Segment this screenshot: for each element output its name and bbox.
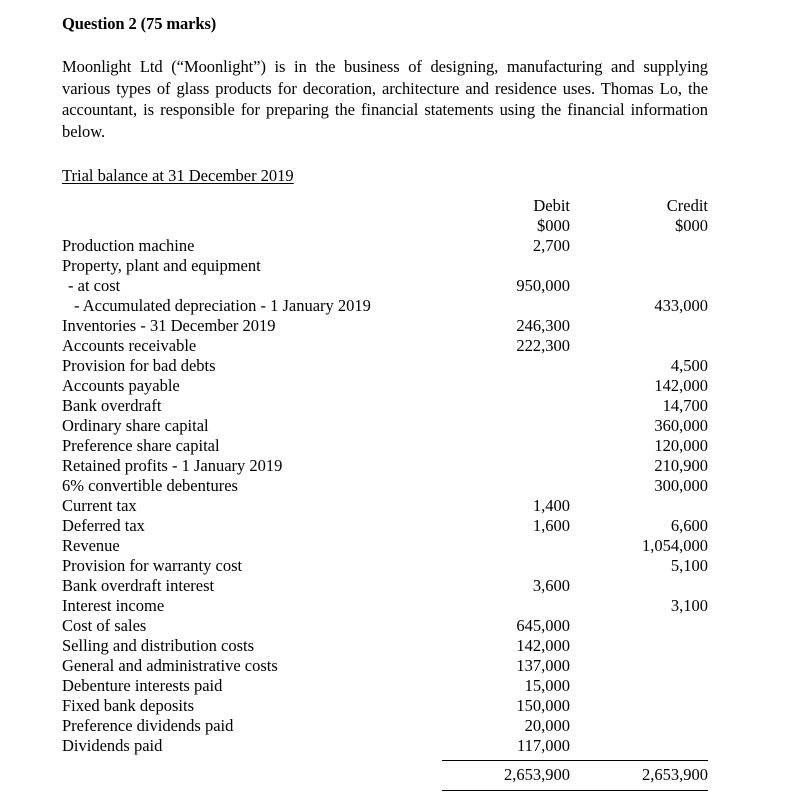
row-debit-value [442, 436, 570, 456]
row-debit-value: 117,000 [516, 736, 570, 755]
row-label: Production machine [62, 236, 195, 255]
row-gap [570, 336, 578, 356]
table-row [62, 576, 708, 596]
row-debit-value: 246,300 [516, 316, 570, 335]
row-label: Accounts receivable [62, 336, 197, 355]
row-label: Preference share capital [62, 436, 220, 455]
unit-gap [570, 216, 578, 236]
table-row [62, 736, 708, 756]
row-label: Preference dividends paid [62, 716, 234, 735]
table-row [62, 556, 708, 576]
trial-balance-table [62, 196, 708, 792]
table-row [62, 516, 708, 536]
row-debit-value [442, 376, 570, 396]
row-gap [570, 716, 578, 736]
table-row [62, 716, 708, 736]
row-label: Interest income [62, 596, 165, 615]
row-credit-value: 433,000 [654, 296, 708, 315]
row-gap [570, 436, 578, 456]
totals-bottom-rule-row [62, 787, 708, 792]
document-content [62, 14, 708, 792]
table-row [62, 376, 708, 396]
row-credit-value [578, 316, 708, 336]
row-debit-value [442, 556, 570, 576]
row-label: Deferred tax [62, 516, 145, 535]
row-debit-value [442, 476, 570, 496]
table-header-row [62, 196, 708, 216]
row-gap [570, 376, 578, 396]
table-row [62, 636, 708, 656]
row-label: General and administrative costs [62, 656, 278, 675]
trial-balance-heading: Trial balance at 31 December 2019 [62, 166, 294, 185]
row-debit-value: 2,700 [532, 236, 570, 255]
table-row [62, 536, 708, 556]
row-credit-value [578, 696, 708, 716]
row-gap [570, 516, 578, 536]
row-debit-value [442, 536, 570, 556]
table-row [62, 476, 708, 496]
row-gap [570, 536, 578, 556]
row-credit-value: 120,000 [654, 436, 708, 455]
row-label: Bank overdraft [62, 396, 162, 415]
totals-credit-value: 2,653,900 [642, 765, 708, 784]
row-debit-value [442, 256, 570, 276]
header-credit-unit: $000 [675, 216, 708, 235]
row-label: Selling and distribution costs [62, 636, 255, 655]
row-credit-value: 14,700 [662, 396, 708, 415]
trial-balance-heading-wrap [62, 166, 708, 196]
row-debit-value: 645,000 [516, 616, 570, 635]
row-gap [570, 656, 578, 676]
row-debit-value: 222,300 [516, 336, 570, 355]
table-row [62, 296, 708, 316]
row-credit-value [578, 616, 708, 636]
row-debit-value [442, 396, 570, 416]
row-credit-value [578, 736, 708, 756]
row-debit-value [442, 296, 570, 316]
row-debit-value: 3,600 [532, 576, 570, 595]
row-credit-value [578, 676, 708, 696]
row-credit-value [578, 256, 708, 276]
row-credit-value [578, 496, 708, 516]
row-gap [570, 636, 578, 656]
row-label: Revenue [62, 536, 120, 555]
row-debit-value: 20,000 [524, 716, 570, 735]
intro-paragraph: Moonlight Ltd (“Moonlight”) is in the business of designing, manufacturing and supplying various types of glass products for decoration, architecture and residence uses. Thomas Lo, the accountant, is responsible for preparing the financial statements using the financial information below. [62, 57, 708, 141]
table-row [62, 356, 708, 376]
row-gap [570, 416, 578, 436]
row-label: Cost of sales [62, 616, 147, 635]
row-gap [570, 696, 578, 716]
row-label: Dividends paid [62, 736, 163, 755]
row-label: Property, plant and equipment [62, 256, 261, 275]
row-debit-value [442, 596, 570, 616]
row-label-text: - at cost [68, 276, 121, 295]
row-label: Current tax [62, 496, 137, 515]
row-label: Retained profits - 1 January 2019 [62, 456, 283, 475]
totals-top-rule [442, 756, 708, 763]
row-label: Accounts payable [62, 376, 180, 395]
header-debit-unit: $000 [537, 216, 570, 235]
table-row [62, 436, 708, 456]
row-debit-value: 950,000 [516, 276, 570, 295]
row-label [62, 296, 442, 316]
row-gap [570, 736, 578, 756]
row-gap [570, 576, 578, 596]
row-label: Fixed bank deposits [62, 696, 194, 715]
totals-row [62, 763, 708, 787]
table-row [62, 456, 708, 476]
row-credit-value [578, 656, 708, 676]
row-credit-value [578, 236, 708, 256]
row-debit-value: 150,000 [516, 696, 570, 715]
totals-debit-value: 2,653,900 [504, 765, 570, 784]
row-label: Ordinary share capital [62, 416, 209, 435]
table-row [62, 276, 708, 296]
totals-rule-spacer [62, 756, 442, 763]
row-gap [570, 316, 578, 336]
row-label: Provision for bad debts [62, 356, 216, 375]
table-row [62, 236, 708, 256]
row-credit-value [578, 336, 708, 356]
table-unit-row [62, 216, 708, 236]
row-credit-value: 3,100 [670, 596, 708, 615]
table-row [62, 416, 708, 436]
totals-top-rule-row [62, 756, 708, 763]
row-label: 6% convertible debentures [62, 476, 238, 495]
totals-label [62, 763, 442, 787]
row-gap [570, 476, 578, 496]
header-credit: Credit [666, 196, 708, 215]
page-title: Question 2 (75 marks) [62, 14, 217, 33]
totals-gap [570, 763, 578, 787]
table-row [62, 596, 708, 616]
row-credit-value [578, 716, 708, 736]
row-credit-value: 360,000 [654, 416, 708, 435]
row-credit-value: 4,500 [670, 356, 708, 375]
table-row [62, 256, 708, 276]
row-label: Inventories - 31 December 2019 [62, 316, 276, 335]
table-row [62, 656, 708, 676]
row-gap [570, 276, 578, 296]
table-row [62, 396, 708, 416]
table-row [62, 616, 708, 636]
row-gap [570, 396, 578, 416]
row-label: Bank overdraft interest [62, 576, 215, 595]
row-credit-value [578, 276, 708, 296]
row-credit-value: 1,054,000 [642, 536, 708, 555]
row-debit-value: 142,000 [516, 636, 570, 655]
row-credit-value: 300,000 [654, 476, 708, 495]
row-gap [570, 256, 578, 276]
row-gap [570, 596, 578, 616]
table-row [62, 316, 708, 336]
row-gap [570, 556, 578, 576]
row-debit-value: 1,400 [532, 496, 570, 515]
row-credit-value: 210,900 [654, 456, 708, 475]
unit-label-cell [62, 216, 442, 236]
row-label: Provision for warranty cost [62, 556, 243, 575]
row-label-text: - Accumulated depreciation - 1 January 2019 [74, 296, 371, 315]
table-row [62, 676, 708, 696]
row-credit-value: 6,600 [670, 516, 708, 535]
row-debit-value: 137,000 [516, 656, 570, 675]
row-credit-value [578, 636, 708, 656]
header-label-cell [62, 196, 442, 216]
row-gap [570, 456, 578, 476]
row-gap [570, 676, 578, 696]
row-debit-value [442, 456, 570, 476]
row-label [62, 276, 442, 296]
row-gap [570, 236, 578, 256]
row-gap [570, 616, 578, 636]
table-row [62, 496, 708, 516]
row-gap [570, 296, 578, 316]
row-credit-value: 142,000 [654, 376, 708, 395]
row-credit-value: 5,100 [670, 556, 708, 575]
row-debit-value [442, 416, 570, 436]
row-gap [570, 496, 578, 516]
table-row [62, 696, 708, 716]
row-credit-value [578, 576, 708, 596]
row-debit-value: 15,000 [524, 676, 570, 695]
totals-bottom-rule-spacer [62, 787, 442, 792]
row-label: Debenture interests paid [62, 676, 223, 695]
row-gap [570, 356, 578, 376]
header-gap [570, 196, 578, 216]
row-debit-value [442, 356, 570, 376]
totals-bottom-rule [442, 787, 708, 792]
table-row [62, 336, 708, 356]
row-debit-value: 1,600 [532, 516, 570, 535]
header-debit: Debit [533, 196, 570, 215]
